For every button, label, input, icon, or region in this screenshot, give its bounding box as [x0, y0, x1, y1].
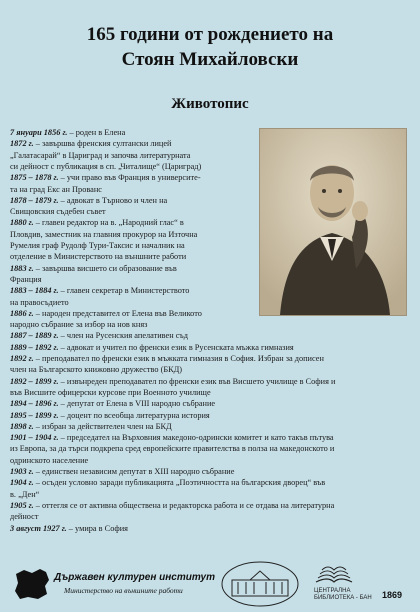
biography-text: – завършва висшето си образование във: [33, 263, 177, 273]
biography-text: – избран за действителен член на БКД: [33, 421, 172, 431]
biography-text: – роден в Елена: [67, 128, 126, 137]
biography-text: из Европа, за да търси подкрепа сред европейските правителства в полза на македонското и: [10, 444, 335, 454]
biography-line: [10, 128, 125, 138]
biography-text: – председател на Върховния македоно-одрински комитет и като такъв пътува: [58, 433, 334, 443]
biography-text: си дейност с публикация в сп. „Читалище“ (Цариград): [10, 161, 202, 171]
biography-date: 1883 – 1884 г.: [10, 286, 59, 296]
biography-date: 1892 г.: [10, 354, 34, 363]
biography-text: народно събрание за избор на нов княз: [10, 320, 148, 330]
biography-line: [10, 218, 184, 228]
biography-date: 1895 – 1899 г.: [10, 410, 59, 420]
biography-date: 1901 – 1904 г.: [10, 433, 59, 443]
biography-line: [10, 298, 69, 308]
biography-date: 1872 г.: [10, 139, 34, 149]
biography-date: 1883 г.: [10, 263, 34, 273]
biography-text: отделение в Министерството на външните работи: [10, 252, 187, 262]
biography-line: [10, 422, 172, 432]
title-line-1: 165 години от рождението на: [86, 24, 334, 45]
biography-date: 1886 г.: [10, 308, 34, 318]
biography-date: 1903 г.: [10, 467, 34, 476]
biography-line: [10, 139, 171, 149]
page-title: [0, 22, 420, 72]
biography-line: [10, 399, 215, 409]
biography-text: – учи право във Франция в университе-: [58, 173, 201, 183]
biography-text: – депутат от Елена в VIII народно събрание: [58, 399, 216, 409]
bulgaria-map-icon: [12, 566, 52, 602]
biography-date: 1905 г.: [10, 500, 34, 510]
portrait-photo: [259, 128, 407, 316]
biography-line: [10, 162, 201, 172]
biography-text: – оттегля се от активна обществена и редакторска работа и се отдава на литературна: [33, 500, 335, 510]
biography-text: в. „Ден“: [10, 489, 40, 499]
footer: [0, 560, 420, 612]
biography-text: – доцент по всеобща литературна история: [58, 410, 210, 420]
biography-line: [10, 331, 188, 341]
biography-date: 3 август 1927 г.: [10, 523, 67, 533]
biography-line: [10, 230, 197, 240]
biography-line: [10, 524, 128, 534]
institute-name: Държавен културен институт: [54, 572, 215, 583]
biography-text: във Висшите офицерски курсове при Военното училище: [10, 387, 211, 397]
biography-line: [10, 286, 189, 296]
biography-line: [10, 252, 186, 262]
biography-line: [10, 207, 106, 217]
biography-date: 1904 г.: [10, 478, 34, 488]
biography-line: [10, 411, 210, 421]
biography-line: [10, 501, 334, 511]
biography-line: [10, 196, 167, 206]
biography-text: – завършва френския султански лицей: [33, 139, 172, 149]
library-building-icon: [220, 560, 300, 608]
biography-line: [10, 185, 102, 195]
biography-text: – извънреден преподавател по френски език във Висшето училище в София и: [58, 376, 336, 386]
biography-date: 7 януари 1856 г.: [10, 128, 68, 137]
biography-line: [10, 444, 334, 454]
biography-line: [10, 309, 202, 319]
biography-date: 1875 – 1878 г.: [10, 173, 59, 183]
biography-line: [10, 343, 294, 353]
section-heading: Животопис: [171, 96, 249, 112]
biography-line: [10, 241, 185, 251]
biography-text: та на град Екс ан Прованс: [10, 184, 102, 194]
biography-text: – преподавател по френски език в мъжката гимназия в София. Избран за дописен: [33, 354, 324, 363]
biography-line: [10, 388, 211, 398]
biography-line: [10, 456, 88, 466]
biography-text: Свищовския съдебен съвет: [10, 207, 106, 217]
biography-line: [10, 264, 177, 274]
biography-date: 1892 – 1899 г.: [10, 376, 59, 386]
institute-subtitle: Министерство на външните работи: [64, 586, 183, 595]
biography-line: [10, 377, 335, 387]
biography-line: [10, 320, 147, 330]
biography-date: 1898 г.: [10, 421, 34, 431]
biography-line: [10, 151, 190, 161]
biography-line: [10, 173, 201, 183]
institute-logo: [12, 566, 215, 602]
biography-text: – адвокат в Търново и член на: [58, 195, 168, 205]
biography-date: 1887 – 1889 г.: [10, 331, 59, 341]
open-book-icon: [314, 562, 354, 586]
biography-date: 1880 г.: [10, 218, 34, 228]
biography-date: 1889 – 1892 г.: [10, 342, 59, 352]
biography-line: [10, 275, 42, 285]
biography-text: – народен представител от Елена във Великото: [33, 308, 202, 318]
biography-line: [10, 365, 182, 375]
biography-text: Франция: [10, 274, 42, 284]
biography-line: [10, 354, 324, 364]
biography-text: на правосъдието: [10, 297, 69, 307]
biography-text: Пловдив, заместник на главния прокурор на Източна: [10, 229, 198, 239]
biography-line: [10, 467, 234, 477]
library-year: 1869: [382, 590, 403, 600]
biography-text: – главен секретар в Министерството: [58, 286, 190, 296]
biography-text: дейност: [10, 512, 39, 522]
biography-text: – член на Русенския апелативен съд: [58, 331, 188, 341]
biography-line: [10, 490, 39, 500]
biography-date: 1894 – 1896 г.: [10, 399, 59, 409]
biography-line: [10, 433, 334, 443]
biography-date: 1878 – 1879 г.: [10, 195, 59, 205]
biography-text: – адвокат и учител по френски език в Русенската мъжка гимназия: [58, 342, 294, 352]
library-name: ЦЕНТРАЛНА БИБЛИОТЕКА - БАН: [314, 588, 372, 601]
biography-text: – умира в София: [66, 523, 128, 533]
biography-text: – единствен независим депутат в XIII народно събрание: [33, 467, 235, 476]
biography-line: [10, 512, 38, 522]
biography-text: член на Българското книжовно дружество (БКД): [10, 365, 183, 375]
biography-text: – осъден условно заради публикацията „Поэтичността на българския дворец“ във: [33, 478, 326, 488]
biography-text: одринското население: [10, 455, 89, 465]
biography-text: „Галатасарай“ в Цариград и започва литературната: [10, 150, 191, 160]
biography-line: [10, 478, 325, 488]
biography-text: Румелия граф Рудолф Тури-Таксис и началник на: [10, 241, 185, 250]
title-line-2: Стоян Михайловски: [121, 49, 299, 70]
library-logo: [308, 560, 420, 612]
biography-text: – главен редактор на в. „Народний глас“ в: [33, 218, 184, 228]
